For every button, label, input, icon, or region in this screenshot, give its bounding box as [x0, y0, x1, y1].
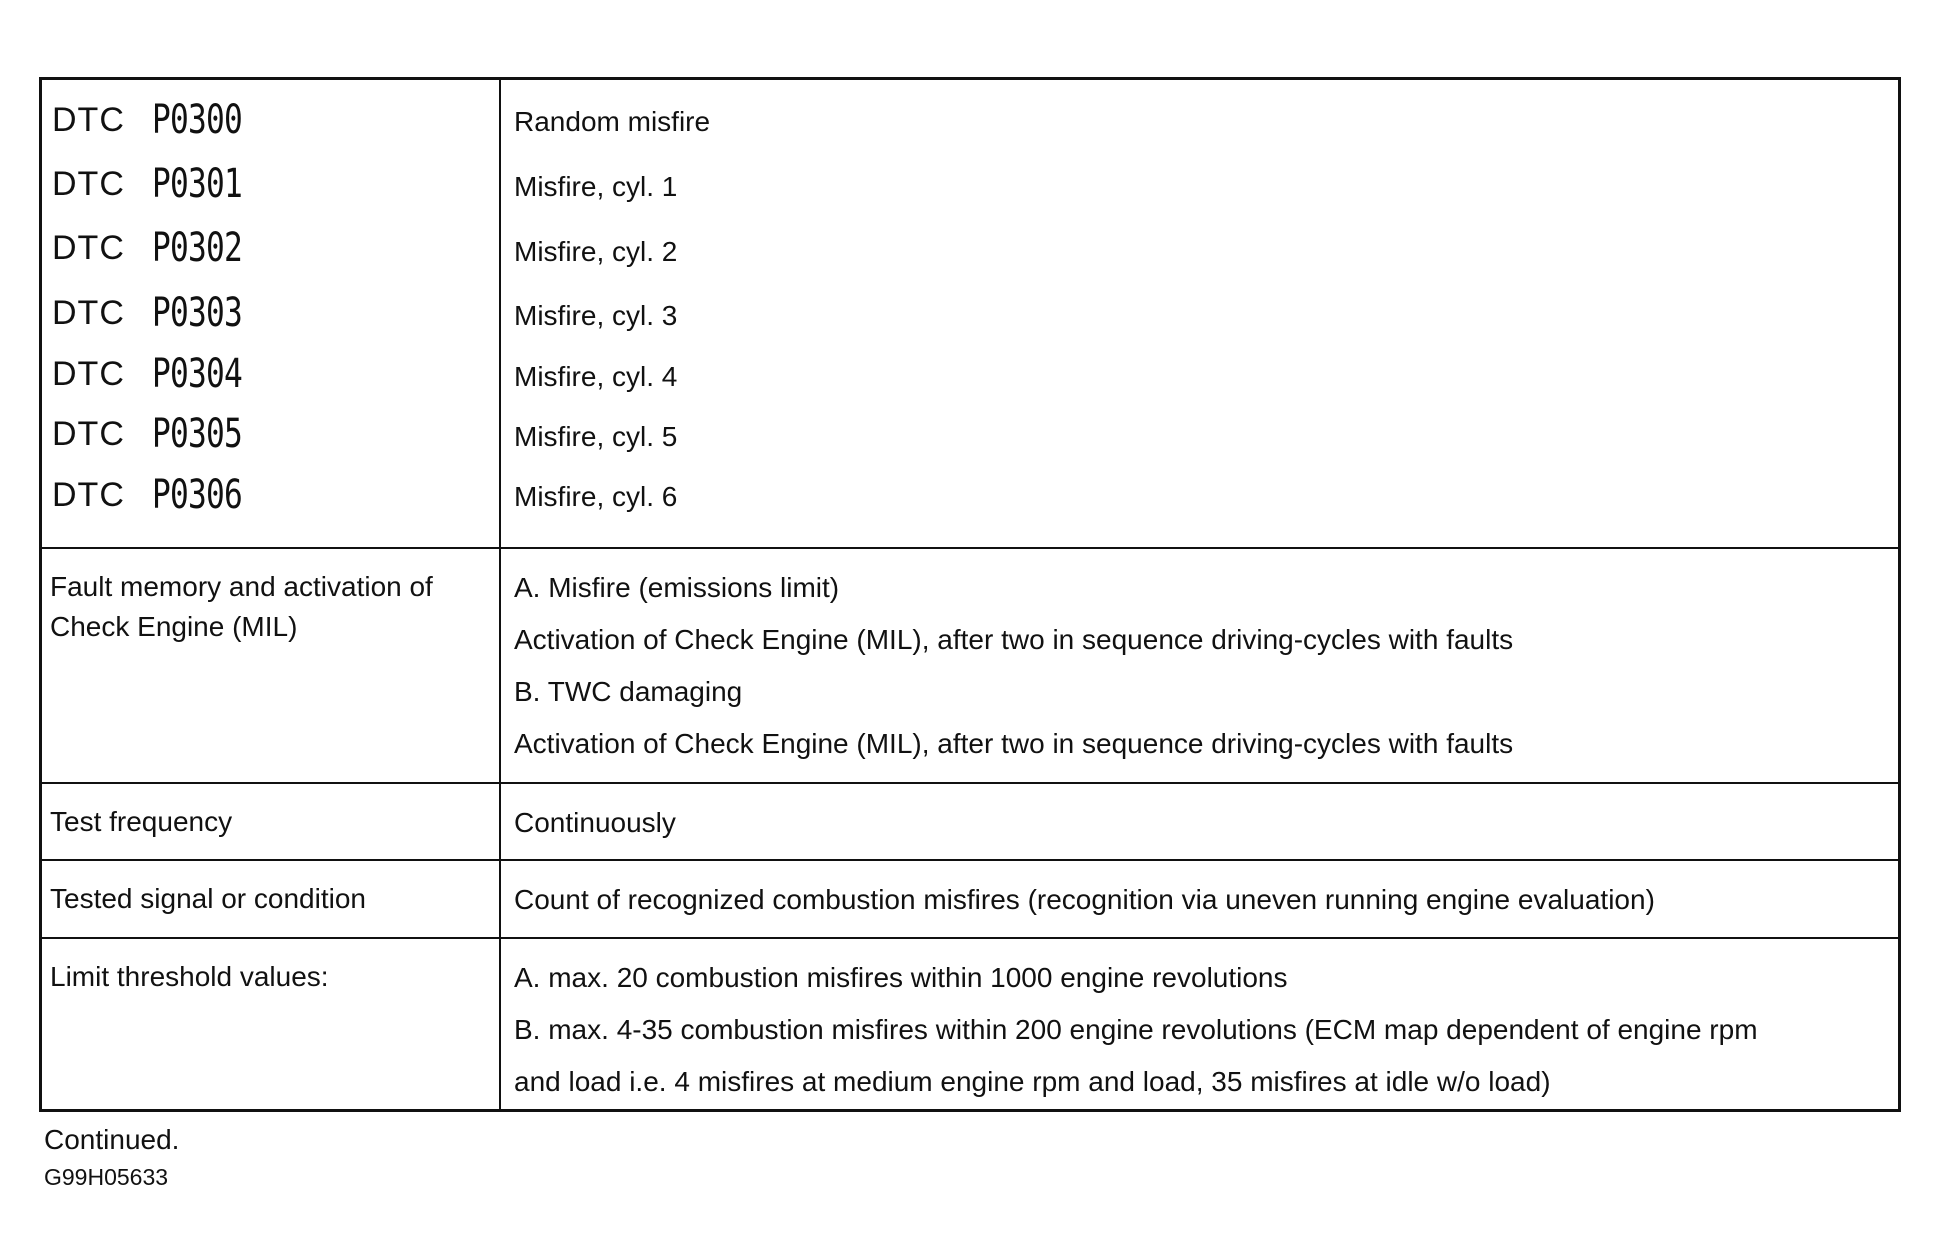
- dtc-description: Misfire, cyl. 1: [514, 171, 678, 202]
- dtc-code: P0305: [152, 411, 243, 457]
- figure-id: G99H05633: [44, 1164, 169, 1190]
- tested-signal-row: [42, 861, 1898, 939]
- dtc-description: Random misfire: [514, 106, 711, 137]
- dtc-line-p0304: [52, 351, 267, 397]
- dtc-prefix: DTC: [52, 354, 125, 393]
- dtc-prefix: DTC: [52, 293, 125, 332]
- test-frequency-value: Continuously: [514, 807, 676, 838]
- test-frequency-label-cell: [42, 784, 501, 859]
- dtc-code: P0300: [152, 97, 243, 143]
- tested-signal-label: Tested signal or condition: [50, 883, 366, 914]
- fault-memory-label-cell: [42, 549, 501, 782]
- tested-signal-value: Count of recognized combustion misfires (recognition via uneven running engine evaluation): [514, 884, 1655, 915]
- dtc-description: Misfire, cyl. 4: [514, 361, 678, 392]
- limit-threshold-value-cell: [501, 939, 1898, 1109]
- fault-memory-value-cell: [501, 549, 1898, 782]
- fault-memory-line: Activation of Check Engine (MIL), after two in sequence driving-cycles with faults: [514, 728, 1514, 759]
- test-frequency-row: [42, 784, 1898, 861]
- dtc-prefix: DTC: [52, 414, 125, 453]
- dtc-code: P0301: [152, 161, 243, 207]
- dtc-prefix: DTC: [52, 164, 125, 203]
- dtc-prefix: DTC: [52, 228, 125, 267]
- dtc-description: Misfire, cyl. 5: [514, 421, 678, 452]
- dtc-description: Misfire, cyl. 3: [514, 300, 678, 331]
- limit-threshold-line: B. max. 4-35 combustion misfires within 200 engine revolutions (ECM map dependent of engine rpm: [514, 1014, 1758, 1045]
- dtc-description: Misfire, cyl. 2: [514, 236, 678, 267]
- limit-threshold-label-cell: [42, 939, 501, 1109]
- continued-note: Continued.: [44, 1124, 180, 1155]
- dtc-table: [39, 77, 1901, 1112]
- dtc-description-column: [501, 80, 1898, 547]
- dtc-line-p0305: [52, 411, 267, 457]
- fault-memory-label: Fault memory and activation of Check Engine (MIL): [50, 571, 433, 642]
- fault-memory-line: A. Misfire (emissions limit): [514, 572, 840, 603]
- dtc-line-p0300: [52, 97, 267, 143]
- test-frequency-value-cell: [501, 784, 1898, 859]
- limit-threshold-line: A. max. 20 combustion misfires within 1000 engine revolutions: [514, 962, 1288, 993]
- limit-threshold-line: and load i.e. 4 misfires at medium engine rpm and load, 35 misfires at idle w/o load): [514, 1066, 1551, 1097]
- tested-signal-label-cell: [42, 861, 501, 937]
- limit-threshold-label: Limit threshold values:: [50, 961, 329, 992]
- dtc-line-p0303: [52, 290, 267, 336]
- dtc-code: P0304: [152, 351, 243, 397]
- dtc-code: P0303: [152, 290, 243, 336]
- test-frequency-label: Test frequency: [50, 806, 233, 837]
- limit-threshold-row: [42, 939, 1898, 1109]
- dtc-line-p0301: [52, 161, 267, 207]
- dtc-prefix: DTC: [52, 475, 125, 514]
- fault-memory-line: Activation of Check Engine (MIL), after two in sequence driving-cycles with faults: [514, 624, 1514, 655]
- dtc-prefix: DTC: [52, 100, 125, 139]
- dtc-code: P0302: [152, 225, 243, 271]
- dtc-line-p0306: [52, 472, 267, 518]
- tested-signal-value-cell: [501, 861, 1898, 937]
- dtc-description: Misfire, cyl. 6: [514, 481, 678, 512]
- dtc-code-column: [42, 80, 501, 547]
- dtc-row: [42, 80, 1898, 549]
- fault-memory-line: B. TWC damaging: [514, 676, 743, 707]
- dtc-code: P0306: [152, 472, 243, 518]
- dtc-line-p0302: [52, 225, 267, 271]
- fault-memory-row: [42, 549, 1898, 784]
